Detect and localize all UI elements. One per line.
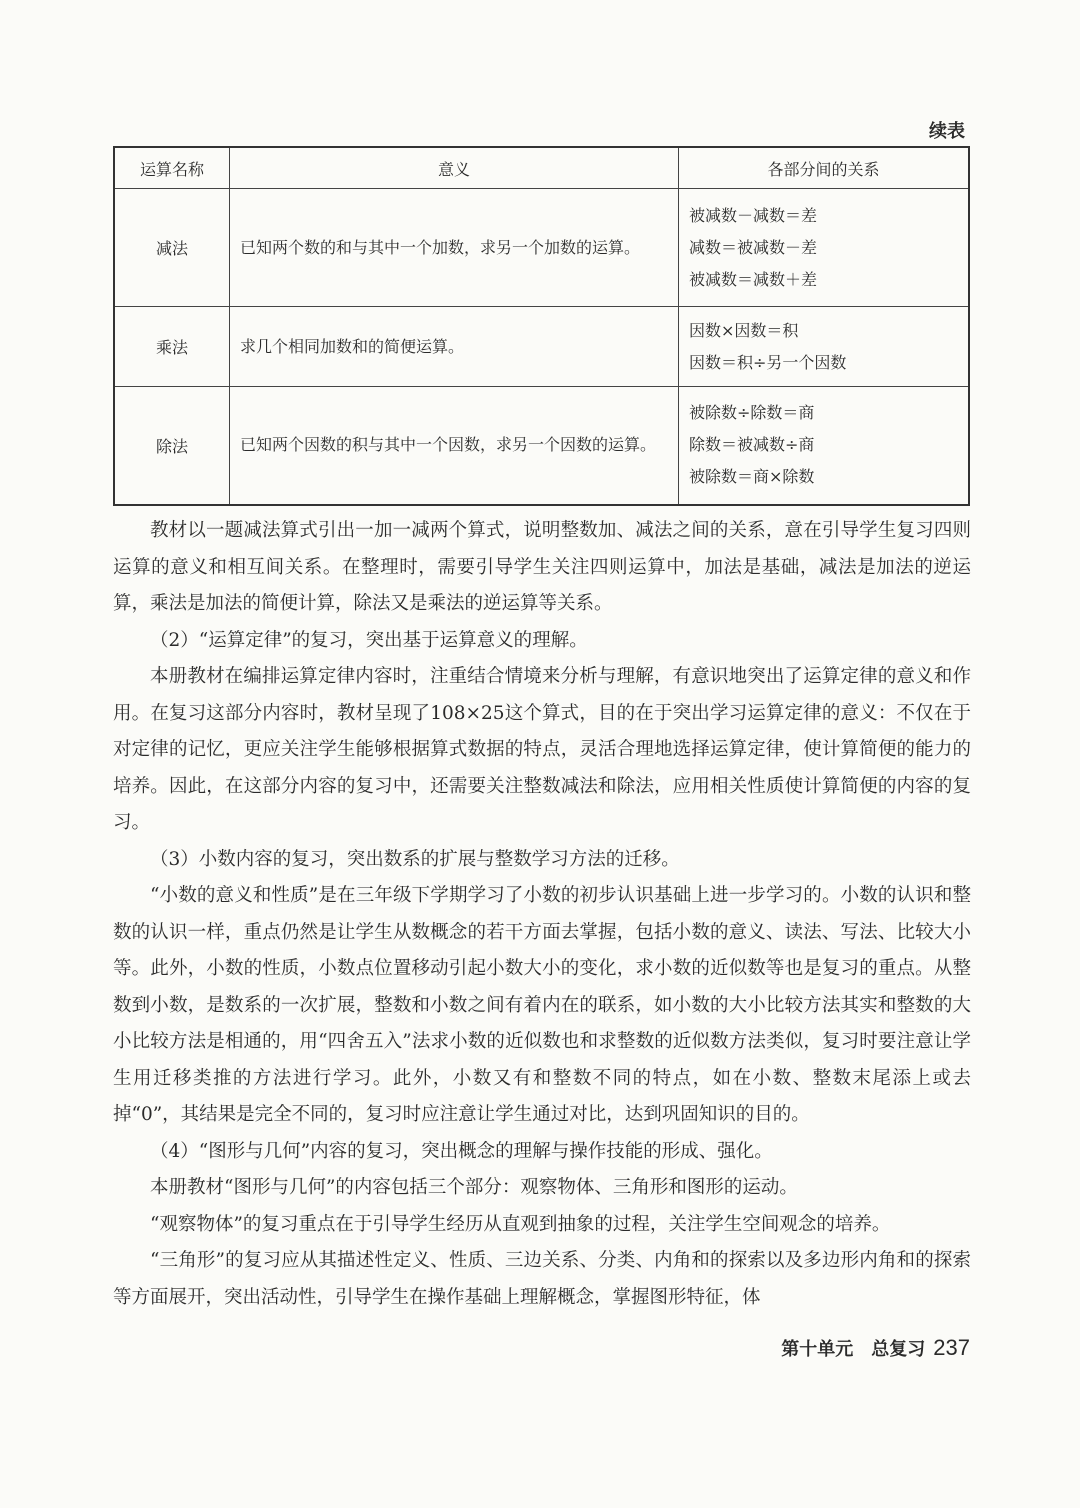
relation-line: 被除数＝商×除数 [689,467,815,487]
table-continued-label: 续表 [929,121,965,142]
operation-meaning: 求几个相同加数和的简便运算。 [230,307,679,387]
header-operation-name: 运算名称 [114,147,230,189]
operations-table [113,146,970,506]
paragraph: 本册教材在编排运算定律内容时，注重结合情境来分析与理解，有意识地突出了运算定律的意义和作用。在复习这部分内容时，教材呈现了108×25这个算式，目的在于突出学习运算定律的意义：不仅在于对定律的记忆，更应关注学生能够根据算式数据的特点，灵活合理地选择运算定律，使计算简便的能力的培养。因此，在这部分内容的复习中，还需要关注整数减法和除法，应用相关性质使计算简便的内容的复习。 [113,666,971,833]
paragraph: 本册教材“图形与几何”的内容包括三个部分：观察物体、三角形和图形的运动。 [150,1177,798,1198]
paragraph: “观察物体”的复习重点在于引导学生经历从直观到抽象的过程，关注学生空间观念的培养。 [150,1213,891,1235]
relation-line: 除数＝被减数÷商 [689,435,815,455]
operation-meaning: 已知两个数的和与其中一个加数，求另一个加数的运算。 [230,189,679,307]
page-footer [760,1335,970,1361]
section-heading: （3）小数内容的复习，突出数系的扩展与整数学习方法的迁移。 [150,848,680,870]
relation-line: 减数＝被减数－差 [689,237,818,257]
relation-line: 被减数＝减数＋差 [689,269,818,289]
operation-meaning: 已知两个因数的积与其中一个因数，求另一个因数的运算。 [230,387,679,505]
page-number: 237 [933,1335,970,1360]
header-relations: 各部分间的关系 [679,147,970,189]
paragraph: 教材以一题减法算式引出一加一减两个算式，说明整数加、减法之间的关系，意在引导学生复习四则运算的意义和相互间关系。在整理时，需要引导学生关注四则运算中，加法是基础，减法是加法的逆运算，乘法是加法的简便计算，除法又是乘法的逆运算等关系。 [113,520,971,614]
relation-line: 因数×因数＝积 [689,320,799,340]
operation-name: 除法 [114,387,230,505]
operation-relations [679,387,970,505]
relation-line: 因数＝积÷另一个因数 [689,352,847,372]
operation-name: 减法 [114,189,230,307]
paragraph: “三角形”的复习应从其描述性定义、性质、三边关系、分类、内角和的探索以及多边形内角和的探索等方面展开，突出活动性，引导学生在操作基础上理解概念，掌握图形特征，体 [113,1250,971,1308]
relation-line: 被减数－减数＝差 [689,205,818,225]
operation-relations [679,307,970,387]
relation-line: 被除数÷除数＝商 [689,403,815,423]
section-heading: （4）“图形与几何”内容的复习，突出概念的理解与操作技能的形成、强化。 [150,1140,773,1162]
table-header-row [114,147,969,189]
operation-relations [679,189,970,307]
header-meaning: 意义 [230,147,679,189]
paragraph: “小数的意义和性质”是在三年级下学期学习了小数的初步认识基础上进一步学习的。小数的认识和整数的认识一样，重点仍然是让学生从数概念的若干方面去掌握，包括小数的意义、读法、写法、比较大小等。此外，小数的性质，小数点位置移动引起小数大小的变化，求小数的近似数等也是复习的重点。从整数到小数，是数系的一次扩展，整数和小数之间有着内在的联系，如小数的大小比较方法其实和整数的大小比较方法是相通的，用“四舍五入”法求小数的近似数也和求整数的近似数方法类似，复习时要注意让学生用迁移类推的方法进行学习。此外，小数又有和整数不同的特点，如在小数、整数末尾添上或去掉“0”，其结果是完全不同的，复习时应注意让学生通过对比，达到巩固知识的目的。 [113,885,971,1125]
section-heading: （2）“运算定律”的复习，突出基于运算意义的理解。 [150,629,588,651]
table-row-division [114,387,969,505]
chapter-title: 第十单元 总复习 [781,1339,926,1360]
table-row-multiplication [114,307,969,387]
body-text [113,513,971,1316]
table-row-subtraction [114,189,969,307]
operation-name: 乘法 [114,307,230,387]
